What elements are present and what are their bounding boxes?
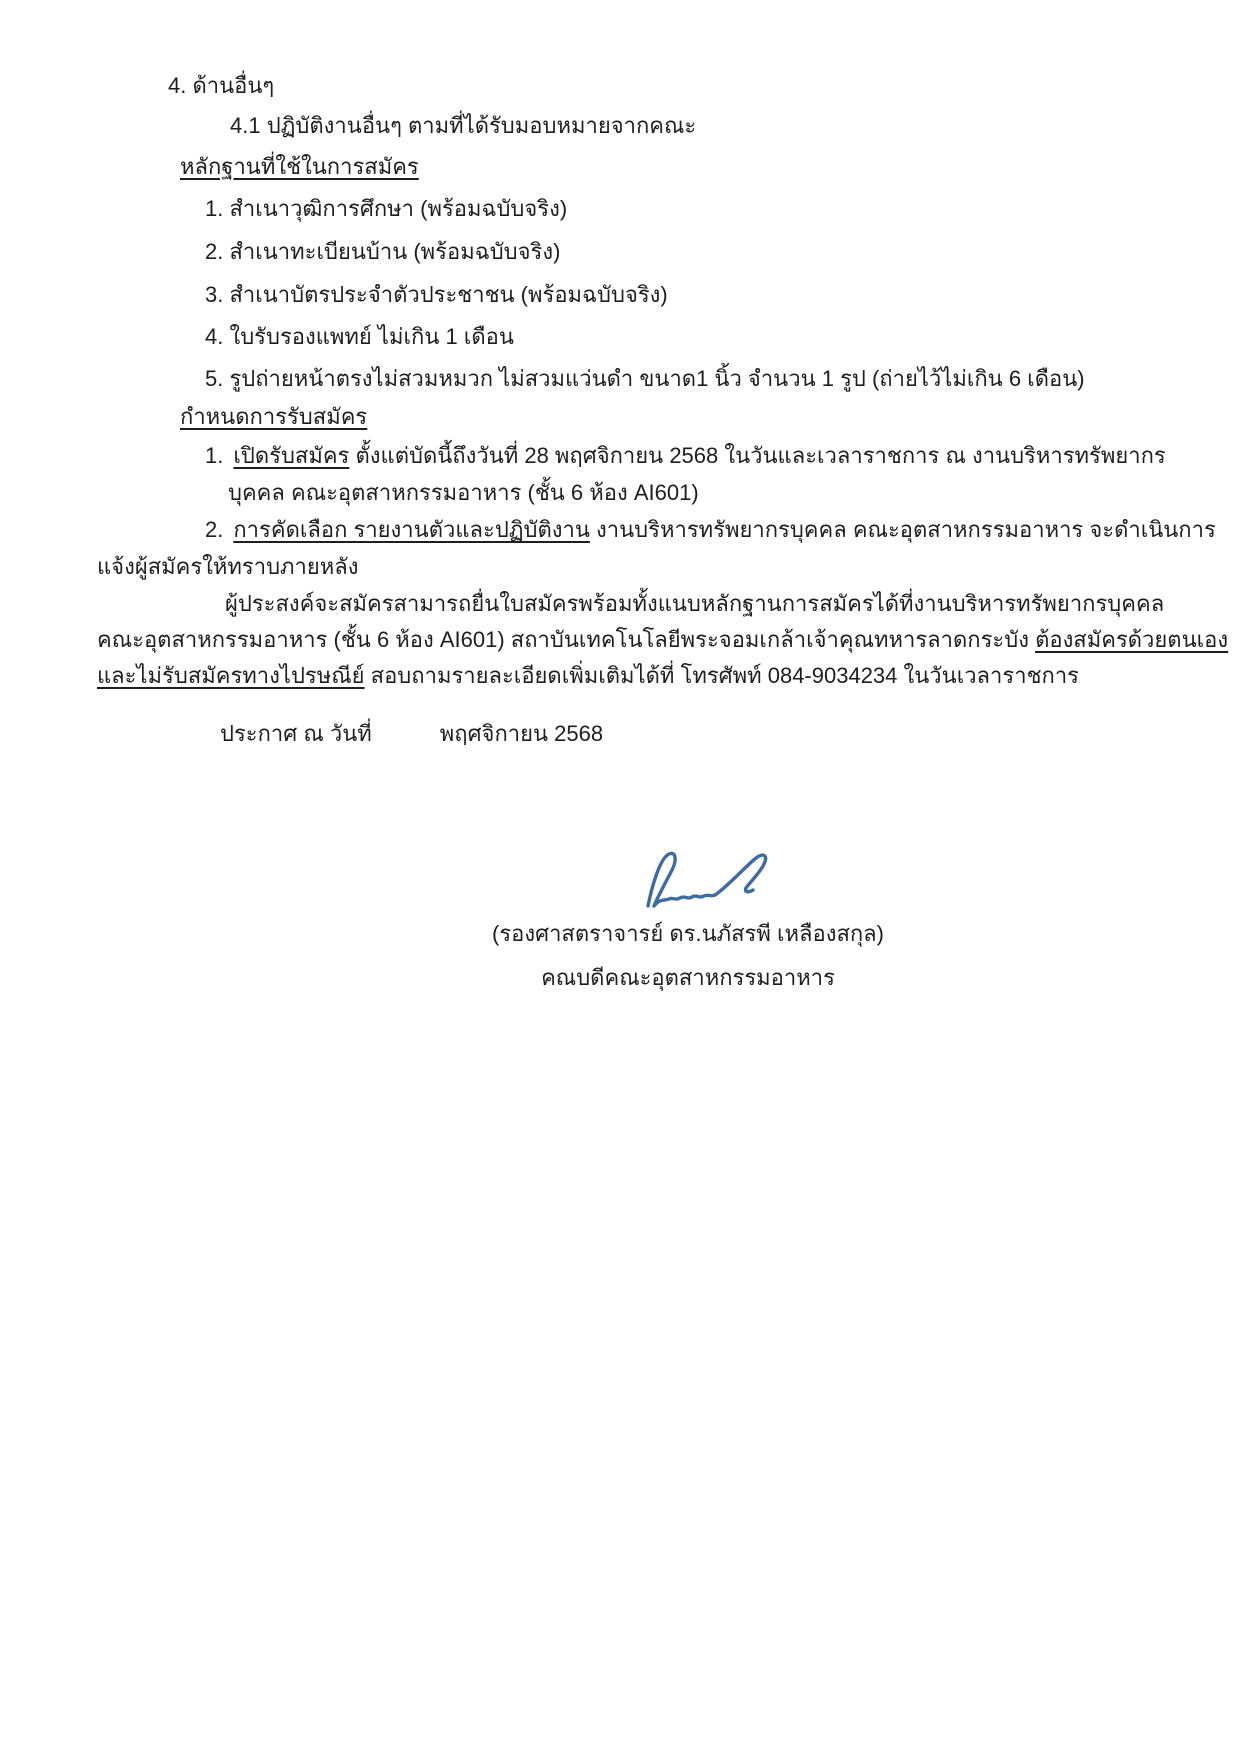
evidence-item-3 xyxy=(205,277,668,313)
schedule-item-2-line-2-text: แจ้งผู้สมัครให้ทราบภายหลัง xyxy=(97,554,359,579)
schedule-item-2-line-2 xyxy=(97,549,359,585)
closing-line-1-text: ผู้ประสงค์จะสมัครสามารถยื่นใบสมัครพร้อมทั้งแนบหลักฐานการสมัครได้ที่งานบริหารทรัพยากรบุคคล xyxy=(225,591,1165,616)
evidence-item-5-text: 5. รูปถ่ายหน้าตรงไม่สวมหมวก ไม่สวมแว่นดำ ขนาด1 นิ้ว จำนวน 1 รูป (ถ่ายไว้ไม่เกิน 6 เดือน) xyxy=(205,366,1085,391)
evidence-item-2 xyxy=(205,234,560,270)
evidence-item-4 xyxy=(205,319,514,355)
schedule-item-1-line-1 xyxy=(205,438,1166,474)
signatory-name: (รองศาสตราจารย์ ดร.นภัสรพี เหลืองสกุล) xyxy=(492,921,884,946)
schedule-heading-text: กำหนดการรับสมัคร xyxy=(180,404,368,429)
closing-line-3-underlined: และไม่รับสมัครทางไปรษณีย์ xyxy=(97,663,365,688)
announce-date: พฤศจิกายน 2568 xyxy=(439,721,604,746)
section4-item-4-1-text: 4.1 ปฏิบัติงานอื่นๆ ตามที่ได้รับมอบหมายจากคณะ xyxy=(230,113,697,138)
evidence-item-4-text: 4. ใบรับรองแพทย์ ไม่เกิน 1 เดือน xyxy=(205,324,514,349)
evidence-item-1 xyxy=(205,191,567,227)
evidence-heading-text: หลักฐานที่ใช้ในการสมัคร xyxy=(180,154,419,179)
schedule-heading xyxy=(180,399,367,435)
signatory-title: คณบดีคณะอุตสาหกรรมอาหาร xyxy=(541,965,835,990)
closing-line-1 xyxy=(225,586,1164,622)
schedule-item-1-line-2 xyxy=(228,475,699,511)
schedule-item-2-number: 2. xyxy=(205,517,224,542)
section4-heading-text: 4. ด้านอื่นๆ xyxy=(168,73,275,98)
evidence-item-1-text: 1. สำเนาวุฒิการศึกษา (พร้อมฉบับจริง) xyxy=(205,196,568,221)
section4-item-4-1 xyxy=(230,108,696,144)
schedule-item-2-line-1 xyxy=(205,512,1216,548)
closing-line-3 xyxy=(97,658,1079,694)
signature-stroke-tail xyxy=(715,855,766,895)
evidence-item-2-text: 2. สำเนาทะเบียนบ้าน (พร้อมฉบับจริง) xyxy=(205,239,561,264)
announce-line xyxy=(220,716,603,752)
closing-line-2-normal: คณะอุตสาหกรรมอาหาร (ชั้น 6 ห้อง AI601) สถาบันเทคโนโลยีพระจอมเกล้าเจ้าคุณทหารลาดกระบัง xyxy=(97,627,1036,652)
schedule-item-1-line-2-text: บุคคล คณะอุตสาหกรรมอาหาร (ชั้น 6 ห้อง AI601) xyxy=(228,480,699,505)
closing-line-2 xyxy=(97,622,1228,658)
schedule-item-1-number: 1. xyxy=(205,443,224,468)
evidence-heading xyxy=(180,149,419,185)
section4-heading xyxy=(168,68,274,104)
schedule-item-1-label: เปิดรับสมัคร xyxy=(233,443,350,468)
evidence-item-3-text: 3. สำเนาบัตรประจำตัวประชาชน (พร้อมฉบับจริง) xyxy=(205,282,668,307)
announce-prefix: ประกาศ ณ วันที่ xyxy=(220,721,372,746)
signature-ink-icon xyxy=(638,848,774,914)
schedule-item-2-label: การคัดเลือก รายงานตัวและปฏิบัติงาน xyxy=(233,517,590,542)
closing-line-2-underlined: ต้องสมัครด้วยตนเอง xyxy=(1035,627,1229,652)
evidence-item-5 xyxy=(205,361,1085,397)
signatory-block xyxy=(388,916,988,996)
schedule-item-2-rest: งานบริหารทรัพยากรบุคคล คณะอุตสาหกรรมอาหาร จะดำเนินการ xyxy=(589,517,1216,542)
schedule-item-1-rest: ตั้งแต่บัดนี้ถึงวันที่ 28 พฤศจิกายน 2568 ในวันและเวลาราชการ ณ งานบริหารทรัพยากร xyxy=(349,443,1166,468)
signature-stroke-main xyxy=(648,853,715,906)
closing-line-3-normal: สอบถามรายละเอียดเพิ่มเติมได้ที่ โทรศัพท์ 084-9034234 ในวันเวลาราชการ xyxy=(364,663,1079,688)
